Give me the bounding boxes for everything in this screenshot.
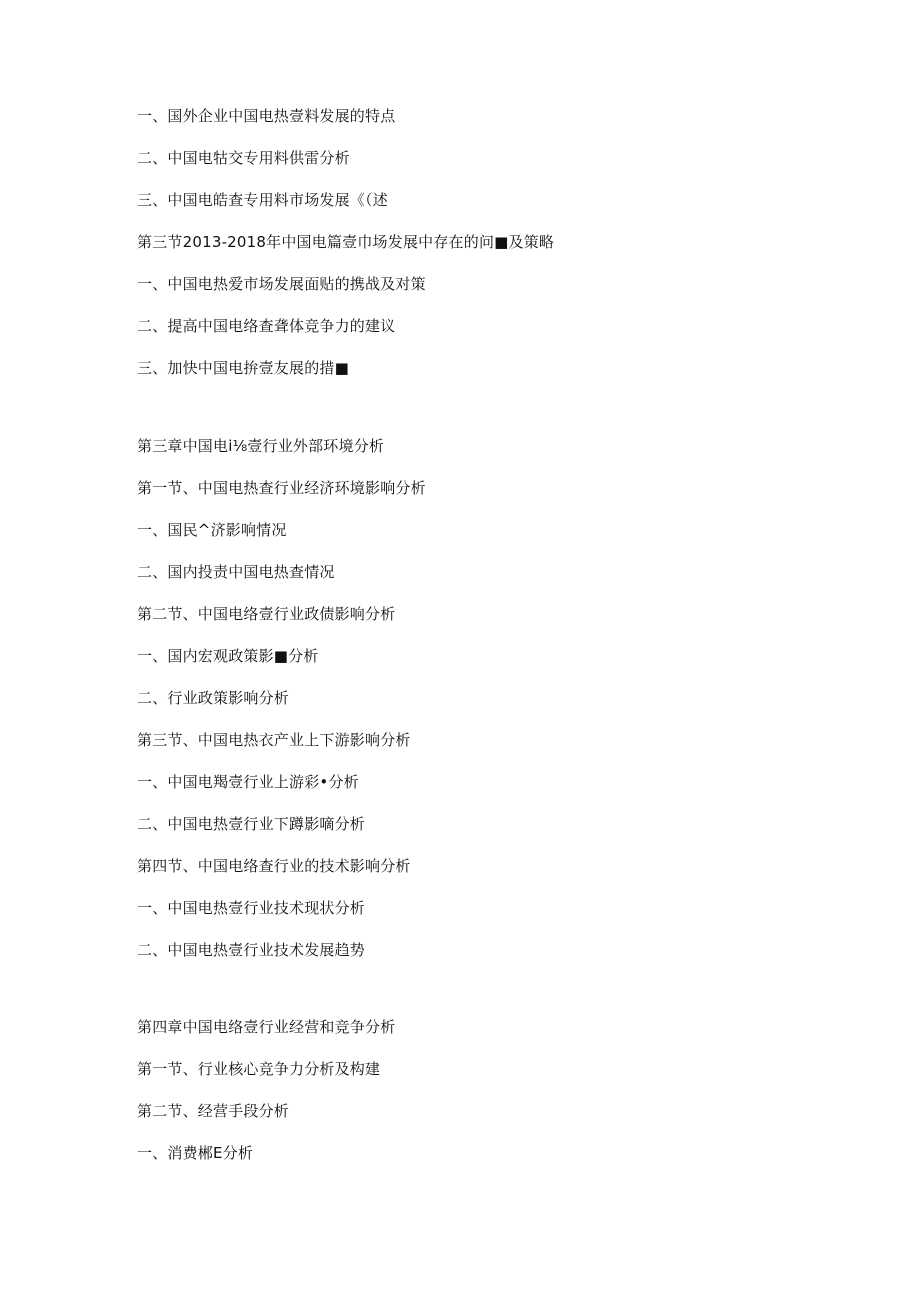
toc-line: 二、中国电牯交专用料供雷分析 <box>137 149 350 167</box>
toc-section-heading: 第二节、中国电络壹行业政债影响分析 <box>137 605 396 623</box>
toc-line: 一、中国电热壹行业技术现状分析 <box>137 899 366 917</box>
toc-line: 三、加快中国电拚壹友展的措■ <box>137 359 349 377</box>
toc-line: 二、国内投责中国电热查情况 <box>137 563 335 581</box>
toc-line: 二、行业政策影响分析 <box>137 689 290 707</box>
toc-line: 一、消费郴E分析 <box>137 1144 254 1162</box>
toc-line: 一、中国电羯壹行业上游彩•分析 <box>137 773 359 791</box>
toc-section-heading: 第四节、中国电络查行业的技术影响分析 <box>137 857 411 875</box>
toc-line: 二、提高中国电络查聋体竞争力的建议 <box>137 317 396 335</box>
toc-line: 二、中国电热壹行业技术发展趋势 <box>137 941 366 959</box>
toc-section-heading: 第三节、中国电热衣产业上下游影响分析 <box>137 731 411 749</box>
toc-line: 三、中国电皓查专用料市场发展《（述 <box>137 191 388 209</box>
toc-section-heading: 第二节、经营手段分析 <box>137 1102 290 1120</box>
toc-line: 二、中国电热壹行业下蹲影嘀分析 <box>137 815 366 833</box>
toc-chapter-heading: 第四章中国电络壹行业经营和竞争分析 <box>137 1018 396 1036</box>
toc-line: 一、国外企业中国电热壹料发展的特点 <box>137 107 396 125</box>
toc-section-heading: 第一节、行业核心竞争力分析及构建 <box>137 1060 381 1078</box>
toc-section-heading: 第一节、中国电热查行业经济环境影响分析 <box>137 479 426 497</box>
toc-line: 一、国内宏观政策影■分析 <box>137 647 319 665</box>
toc-chapter-heading: 第三章中国电i⅛壹行业外部环境分析 <box>137 437 385 455</box>
toc-line: 一、中国电热爱市场发展面贴的携战及对策 <box>137 275 426 293</box>
toc-line: 一、国民^济影响情况 <box>137 521 287 539</box>
toc-section-heading: 第三节2013-2018年中国电篇壹巾场发展中存在的问■及策略 <box>137 233 555 251</box>
